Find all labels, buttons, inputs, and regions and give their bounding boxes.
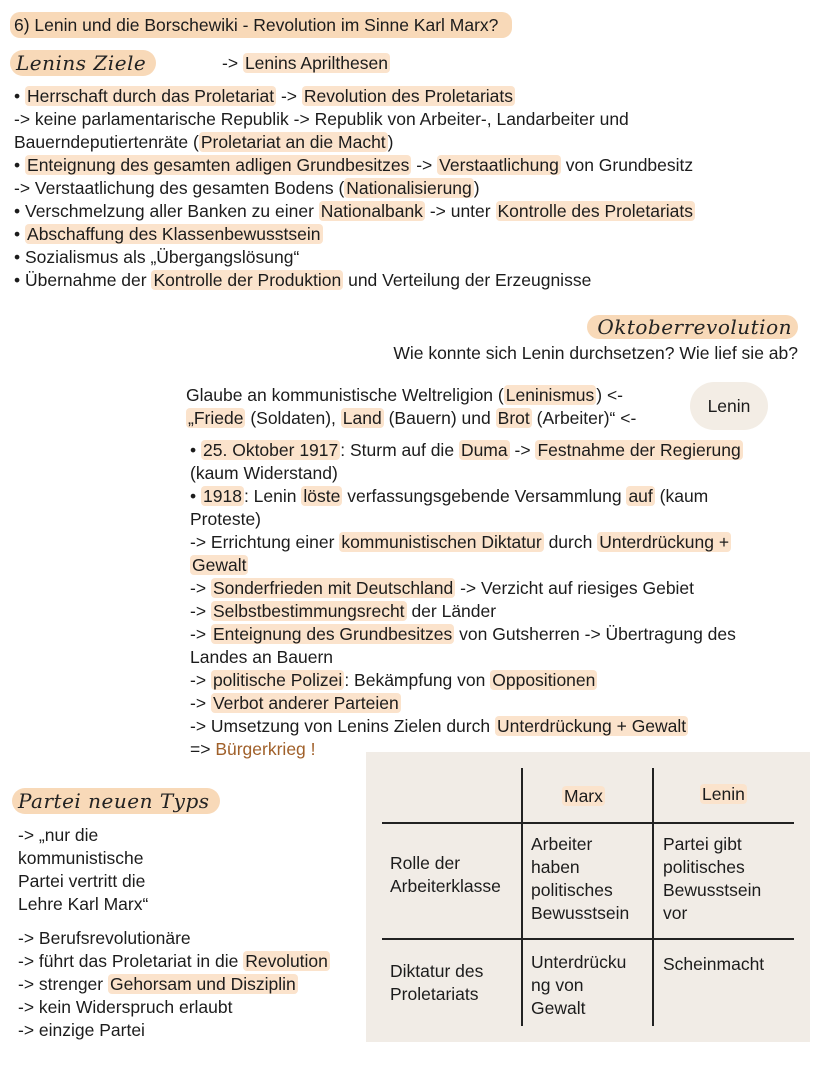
text: (Arbeiter)“ <-: [536, 408, 637, 428]
text: von Gutsherren -> Übertragung des: [459, 624, 736, 644]
cell-line: Diktatur des: [390, 961, 484, 981]
highlight: politische Polizei: [212, 670, 343, 690]
row1-marx: [531, 833, 629, 925]
highlight: Marx: [564, 786, 603, 806]
text: (Soldaten),: [250, 408, 336, 428]
bullet: •: [190, 440, 197, 460]
cell-line: haben: [531, 857, 580, 877]
event-line-4: Proteste): [190, 509, 261, 529]
table-vline: [521, 768, 523, 1026]
highlight: Duma: [460, 440, 508, 460]
highlight: 25. Oktober 1917: [203, 440, 339, 460]
quote-line: Lehre Karl Marx“: [18, 894, 149, 914]
arrow: ->: [514, 440, 531, 460]
event-line-11: [190, 669, 820, 692]
highlight: Nationalbank: [320, 201, 423, 221]
cell-line: Gewalt: [531, 998, 586, 1018]
arrow: ->: [190, 624, 207, 644]
page-title: 6) Lenin und die Borschewiki - Revolution im Sinne Karl Marx?: [10, 12, 512, 38]
bullet: •: [14, 86, 21, 106]
lenin-bubble: [690, 382, 768, 430]
text: Bauerndeputiertenräte (: [14, 132, 199, 152]
event-line-5: [190, 531, 820, 554]
ziele-line-7: [14, 223, 323, 246]
text: • Verschmelzung aller Banken zu einer: [14, 201, 314, 221]
highlight: kommunistischen Diktatur: [341, 532, 542, 552]
bullet: •: [14, 224, 21, 244]
text: -> Errichtung einer: [190, 532, 335, 552]
highlight: Revolution: [245, 951, 328, 971]
oktoberrevolution-heading: Oktoberrevolution: [587, 315, 798, 339]
ziele-line-8: • Sozialismus als „Übergangslösung“: [14, 247, 300, 267]
highlight: Festnahme der Regierung: [537, 440, 741, 460]
cell-line: vor: [663, 903, 688, 923]
ziele-line-2: -> keine parlamentarische Republik -> Republik von Arbeiter-, Landarbeiter und: [14, 109, 629, 129]
highlight: Kontrolle der Produktion: [153, 270, 342, 290]
highlight: Brot: [497, 408, 530, 428]
text: -> unter: [429, 201, 491, 221]
highlight: auf: [628, 486, 653, 506]
highlight: Selbstbestimmungsrecht: [212, 601, 405, 621]
text: und Verteilung der Erzeugnisse: [348, 270, 592, 290]
glaube-line-1: [186, 384, 636, 407]
text: ): [473, 178, 480, 198]
text: : Lenin: [243, 486, 297, 506]
text: ): [387, 132, 394, 152]
highlight: Kontrolle des Proletariats: [497, 201, 694, 221]
arrow: ->: [190, 670, 207, 690]
event-line-6: [190, 554, 820, 577]
cell-line: Proletariats: [390, 984, 479, 1004]
text: durch: [548, 532, 593, 552]
cell-line: Arbeiter: [531, 834, 593, 854]
event-line-12: [190, 692, 820, 715]
row1-lenin: [663, 833, 761, 925]
arrow: ->: [416, 155, 433, 175]
highlight: 1918: [203, 486, 242, 506]
cell-line: Scheinmacht: [663, 954, 765, 974]
highlight: Sonderfrieden mit Deutschland: [212, 578, 454, 598]
list-item: -> kein Widerspruch erlaubt: [18, 997, 233, 1017]
highlight: Verbot anderer Parteien: [212, 693, 399, 713]
highlight: Gehorsam und Disziplin: [109, 974, 296, 994]
cell-line: Rolle der: [390, 853, 461, 873]
text: verfassungsgebende Versammlung: [347, 486, 622, 506]
cell-line: Bewusstsein: [663, 880, 762, 900]
event-line-8: [190, 600, 820, 623]
text: Glaube an kommunistische Weltreligion (: [186, 385, 504, 405]
text: • Übernahme der: [14, 270, 147, 290]
highlight: Lenin: [702, 784, 745, 804]
highlight: Enteignung des Grundbesitzes: [212, 624, 453, 644]
highlight: löste: [303, 486, 341, 506]
text: -> strenger: [18, 974, 104, 994]
ziele-line-4: [14, 154, 693, 177]
text: -> Verstaatlichung des gesamten Bodens (: [14, 178, 345, 198]
highlight: Abschaffung des Klassenbewusstsein: [27, 224, 321, 244]
list-item: [18, 950, 330, 973]
text: : Sturm auf die: [340, 440, 455, 460]
highlight: Enteignung des gesamten adligen Grundbesitzes: [27, 155, 410, 175]
ziele-line-1: [14, 85, 515, 108]
highlight: Unterdrückung + Gewalt: [496, 716, 687, 736]
row2-marx: [531, 951, 626, 1020]
text: von Grundbesitz: [565, 155, 694, 175]
bullet: •: [190, 486, 197, 506]
event-line-13: [190, 715, 820, 738]
partei-heading: Partei neuen Typs: [12, 788, 220, 814]
list-item: -> einzige Partei: [18, 1020, 145, 1040]
row2-lenin: [663, 953, 764, 976]
ziele-line-6: [14, 200, 695, 223]
cell-line: politisches: [663, 857, 745, 877]
text: : Bekämpfung von: [344, 670, 486, 690]
text: -> Verzicht auf riesiges Gebiet: [460, 578, 695, 598]
table-vline: [652, 768, 654, 1026]
text: -> Umsetzung von Lenins Zielen durch: [190, 716, 491, 736]
oktoberrevolution-question: Wie konnte sich Lenin durchsetzen? Wie lief sie ab?: [393, 343, 798, 363]
highlight: Gewalt: [192, 555, 247, 575]
table-header-lenin: [700, 783, 747, 806]
glaube-block: [186, 384, 636, 430]
text: (Bauern) und: [388, 408, 491, 428]
ziele-line-9: [14, 269, 591, 292]
arrow: ->: [190, 578, 207, 598]
comparison-table: [366, 752, 810, 1042]
quote-line: kommunistische: [18, 848, 144, 868]
event-line-10: Landes an Bauern: [190, 647, 334, 667]
event-line-2: (kaum Widerstand): [190, 463, 338, 483]
partei-list: [18, 927, 330, 1042]
highlight: Nationalisierung: [346, 178, 472, 198]
aprilthesen-line: [222, 52, 390, 75]
event-line-7: [190, 577, 820, 600]
arrow: ->: [280, 86, 298, 106]
highlight: Unterdrückung +: [599, 532, 730, 552]
lenin-bubble-label: Lenin: [707, 395, 751, 416]
event-line-9: [190, 623, 820, 646]
highlight: Verstaatlichung: [439, 155, 559, 175]
highlight: „Friede: [188, 408, 244, 428]
highlight: Oppositionen: [492, 670, 596, 690]
aprilthesen-label: Lenins Aprilthesen: [244, 53, 388, 73]
glaube-line-2: [186, 407, 636, 430]
highlight: Land: [342, 408, 382, 428]
highlight: Leninismus: [505, 385, 595, 405]
text: ) <-: [596, 385, 624, 405]
cell-line: politisches: [531, 880, 613, 900]
highlight: Revolution des Proletariats: [303, 86, 514, 106]
event-line-1: [190, 439, 820, 462]
list-item: -> Berufsrevolutionäre: [18, 928, 191, 948]
table-hline: [382, 822, 794, 824]
ziele-line-3: [14, 131, 394, 154]
highlight: Proletariat an die Macht: [200, 132, 386, 152]
cell-line: Unterdrücku: [531, 952, 627, 972]
event-line-3: [190, 485, 820, 508]
arrow: ->: [190, 693, 207, 713]
buergerkrieg-text: Bürgerkrieg !: [215, 739, 316, 759]
list-item: [18, 973, 330, 996]
bullet: •: [14, 155, 21, 175]
lenins-ziele-heading: Lenins Ziele: [10, 50, 156, 76]
cell-line: Arbeiterklasse: [390, 876, 501, 896]
table-hline: [382, 938, 794, 940]
quote-line: -> „nur die: [18, 825, 99, 845]
events-list: [190, 439, 820, 761]
text: (kaum: [659, 486, 709, 506]
partei-quote: [18, 824, 148, 916]
cell-line: Bewusstsein: [531, 903, 630, 923]
highlight: Herrschaft durch das Proletariat: [27, 86, 275, 106]
row2-label: [390, 960, 483, 1006]
quote-line: Partei vertritt die: [18, 871, 146, 891]
cell-line: Partei gibt: [663, 834, 742, 854]
text: der Länder: [411, 601, 497, 621]
text: -> führt das Proletariat in die: [18, 951, 239, 971]
table-header-marx: [562, 785, 605, 808]
ziele-line-5: [14, 177, 480, 200]
arrow: ->: [190, 601, 207, 621]
cell-line: ng von: [531, 975, 584, 995]
arrow: =>: [190, 739, 211, 759]
arrow: ->: [222, 53, 239, 73]
row1-label: [390, 852, 501, 898]
